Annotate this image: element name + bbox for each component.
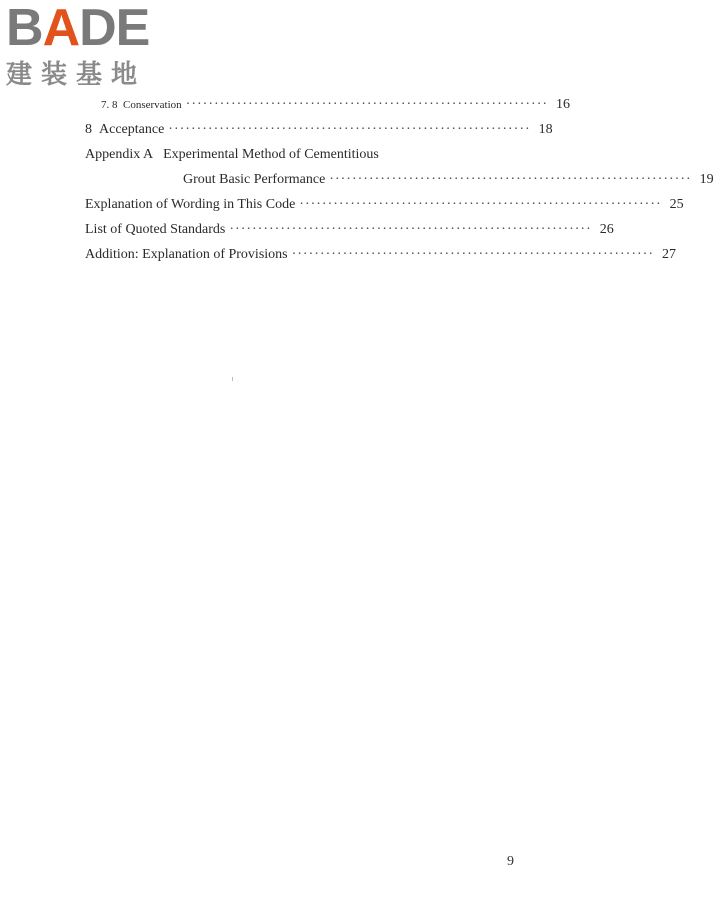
toc-entry-page: 27	[661, 247, 676, 262]
toc-entry-label: List of Quoted Standards	[85, 222, 226, 237]
toc-entry-quoted-standards[interactable]	[85, 221, 614, 239]
toc-entry-number: 8	[85, 122, 92, 137]
toc-entry-page: 19	[699, 172, 714, 187]
toc-entry-page: 25	[669, 197, 684, 212]
toc-entry-8[interactable]	[85, 121, 553, 139]
toc-entry-page: 16	[556, 97, 571, 112]
toc-entry-label: Conservation	[123, 99, 182, 111]
toc-entry-7-8[interactable]	[101, 96, 571, 114]
toc-entry-label: Explanation of Wording in This Code	[85, 197, 296, 212]
toc-entry-appendix-a-heading[interactable]	[85, 146, 379, 164]
toc-leader-dots: ································································	[229, 222, 592, 237]
page-number: 9	[507, 854, 514, 869]
toc-entry-number: Appendix A	[85, 147, 154, 162]
toc-entry-page: 18	[538, 122, 553, 137]
toc-entry-explanation-of-wording[interactable]	[85, 196, 684, 214]
toc-entry-label: Addition: Explanation of Provisions	[85, 247, 288, 262]
toc-leader-dots: ································································	[168, 122, 531, 137]
toc-entry-appendix-a[interactable]	[183, 171, 714, 189]
toc-entry-page: 26	[599, 222, 614, 237]
toc-entry-label: Grout Basic Performance	[183, 172, 326, 187]
toc-leader-dots: ································································	[299, 197, 662, 212]
toc-leader-dots: ································································	[185, 97, 549, 112]
toc-entry-label: Experimental Method of Cementitious	[163, 147, 379, 162]
toc-entry-label: Acceptance	[99, 122, 165, 137]
scan-speck	[232, 377, 233, 381]
toc-entry-number: 7. 8	[101, 99, 118, 111]
toc-entry-explanation-of-provisions[interactable]	[85, 246, 676, 264]
logo-wordmark: BADE	[6, 0, 150, 57]
logo-subtitle: 建装基地	[6, 60, 147, 90]
toc-leader-dots: ································································	[329, 172, 692, 187]
toc-leader-dots: ································································	[291, 247, 654, 262]
